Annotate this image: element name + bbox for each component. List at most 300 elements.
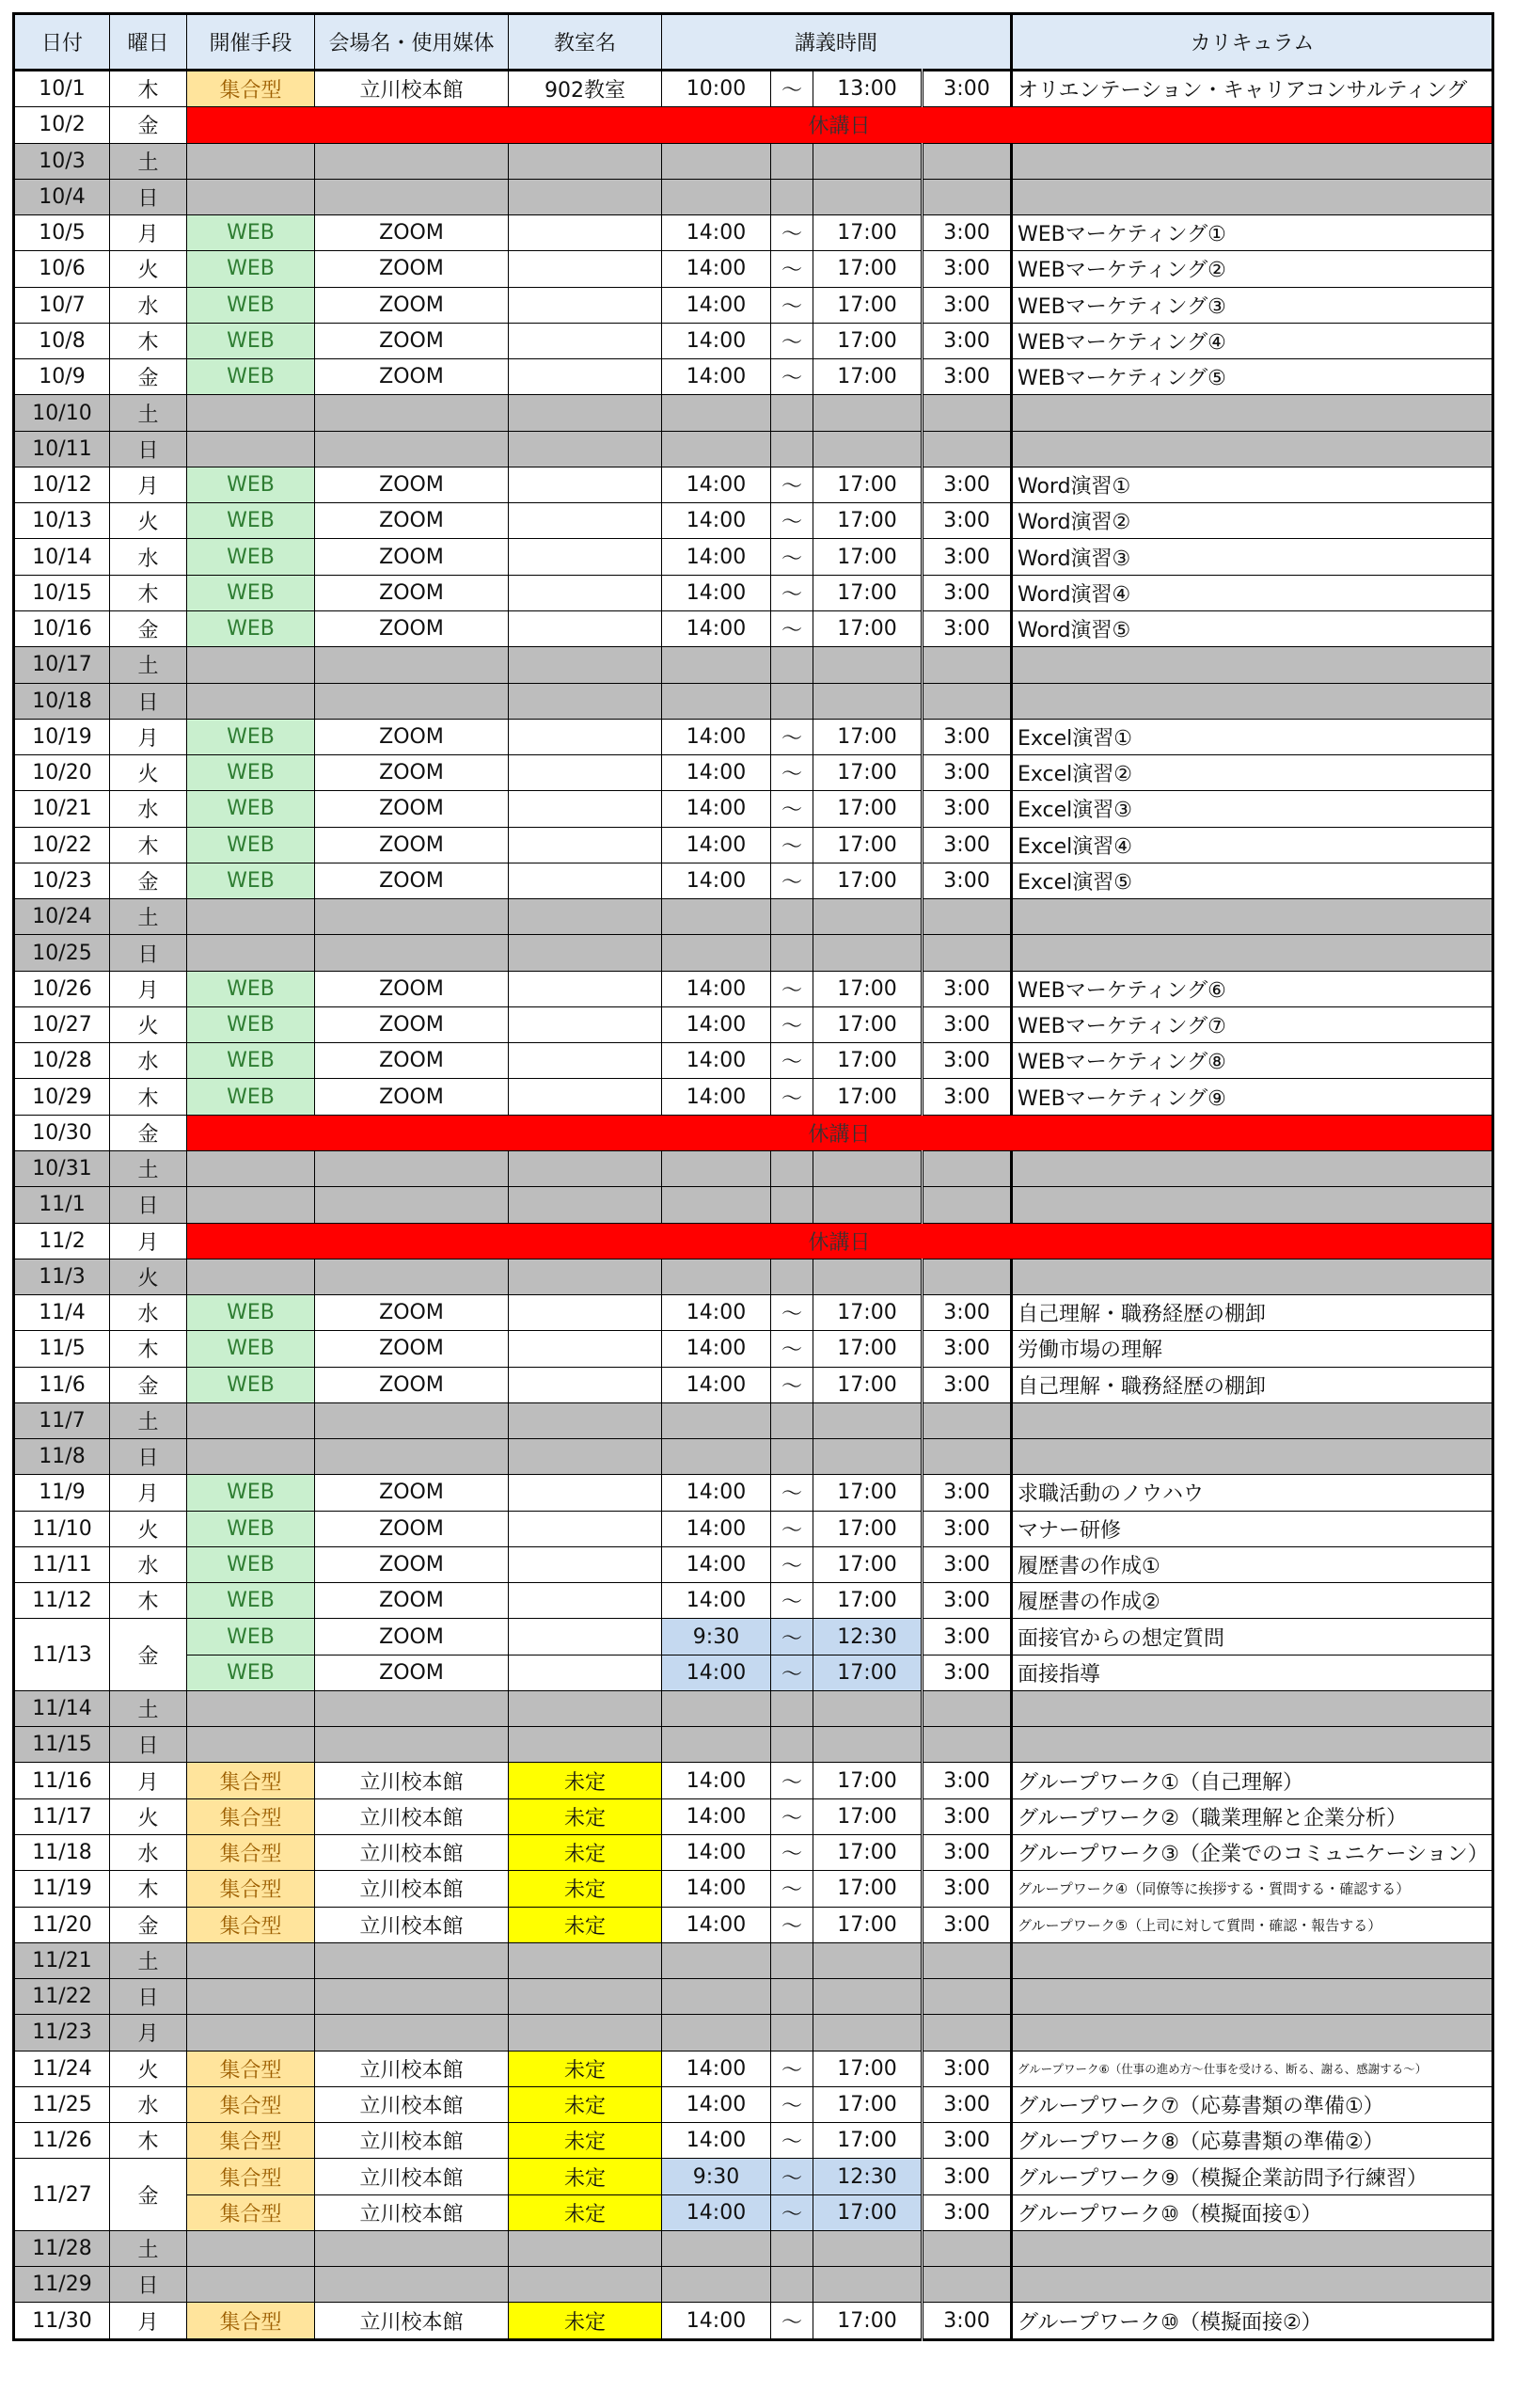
duration-cell: 3:00 [923,2159,1012,2194]
time-start-cell: 14:00 [662,323,771,358]
curriculum-cell: Excel演習④ [1012,827,1493,863]
time-start-cell [662,1690,771,1726]
date-cell: 10/21 [14,791,110,827]
time-end-cell: 17:00 [813,1871,923,1907]
curriculum-cell [1012,143,1493,179]
curriculum-cell: Word演習③ [1012,539,1493,575]
time-start-cell [662,1439,771,1475]
header-curriculum: カリキュラム [1012,14,1493,71]
duration-cell: 3:00 [923,2303,1012,2339]
date-cell: 11/29 [14,2267,110,2303]
room-cell [509,971,662,1006]
date-cell: 11/18 [14,1835,110,1871]
time-end-cell: 17:00 [813,359,923,395]
table-row [14,323,1493,358]
method-cell: WEB [187,863,315,898]
method-cell: 集合型 [187,71,315,107]
time-start-cell: 14:00 [662,1583,771,1619]
curriculum-cell [1012,1150,1493,1186]
day-of-week-cell: 土 [110,1690,187,1726]
time-start-cell [662,1187,771,1223]
day-of-week-cell: 日 [110,1727,187,1763]
venue-cell: ZOOM [315,755,509,791]
time-end-cell: 17:00 [813,1907,923,1942]
date-cell: 11/28 [14,2230,110,2266]
duration-cell [923,1259,1012,1294]
time-separator: ～ [771,287,813,323]
time-start-cell: 14:00 [662,287,771,323]
duration-cell [923,431,1012,467]
table-row [14,143,1493,179]
time-start-cell: 14:00 [662,719,771,754]
time-end-cell [813,2267,923,2303]
date-cell: 11/5 [14,1331,110,1367]
duration-cell: 3:00 [923,323,1012,358]
time-separator: ～ [771,827,813,863]
date-cell: 11/26 [14,2123,110,2159]
venue-cell [315,935,509,971]
method-cell: WEB [187,827,315,863]
time-separator: ～ [771,971,813,1006]
table-row [14,1150,1493,1186]
time-separator: ～ [771,1475,813,1511]
day-of-week-cell: 日 [110,179,187,214]
day-of-week-cell: 土 [110,1942,187,1978]
venue-cell: 立川校本館 [315,1835,509,1871]
venue-cell: 立川校本館 [315,1871,509,1907]
room-cell [509,719,662,754]
time-separator: ～ [771,791,813,827]
day-of-week-cell: 月 [110,719,187,754]
curriculum-cell: WEBマーケティング③ [1012,287,1493,323]
curriculum-cell [1012,1439,1493,1475]
curriculum-cell: Word演習⑤ [1012,610,1493,646]
method-cell [187,683,315,719]
table-row [14,575,1493,610]
room-cell [509,1511,662,1546]
curriculum-cell: WEBマーケティング⑥ [1012,971,1493,1006]
duration-cell: 3:00 [923,755,1012,791]
room-cell: 未定 [509,2051,662,2086]
table-row [14,1223,1493,1259]
duration-cell: 3:00 [923,1619,1012,1655]
time-end-cell: 17:00 [813,2086,923,2122]
method-cell: WEB [187,539,315,575]
day-of-week-cell: 日 [110,1187,187,1223]
day-of-week-cell: 月 [110,971,187,1006]
time-separator [771,431,813,467]
curriculum-cell: Word演習④ [1012,575,1493,610]
room-cell [509,1295,662,1331]
time-start-cell: 14:00 [662,1043,771,1079]
header-room: 教室名 [509,14,662,71]
time-separator: ～ [771,1043,813,1079]
time-end-cell [813,1259,923,1294]
curriculum-cell: Excel演習③ [1012,791,1493,827]
venue-cell [315,431,509,467]
date-cell: 11/17 [14,1798,110,1834]
time-separator: ～ [771,1546,813,1582]
time-end-cell: 17:00 [813,2303,923,2339]
duration-cell: 3:00 [923,1043,1012,1079]
table-row [14,2123,1493,2159]
time-separator: ～ [771,575,813,610]
venue-cell: 立川校本館 [315,2123,509,2159]
time-start-cell: 14:00 [662,1763,771,1798]
date-cell: 11/19 [14,1871,110,1907]
table-row [14,647,1493,683]
time-start-cell: 14:00 [662,1546,771,1582]
room-cell [509,1619,662,1655]
time-end-cell: 17:00 [813,287,923,323]
method-cell [187,1187,315,1223]
time-end-cell: 12:30 [813,2159,923,2194]
day-of-week-cell: 月 [110,215,187,251]
holiday-banner: 休講日 [187,107,1493,143]
room-cell [509,610,662,646]
date-cell: 10/12 [14,467,110,502]
method-cell: WEB [187,251,315,287]
method-cell: 集合型 [187,1798,315,1834]
day-of-week-cell: 木 [110,575,187,610]
schedule-table [12,12,1494,2341]
day-of-week-cell: 土 [110,1150,187,1186]
time-separator: ～ [771,359,813,395]
room-cell [509,1546,662,1582]
method-cell [187,1259,315,1294]
room-cell [509,179,662,214]
time-separator: ～ [771,1367,813,1402]
venue-cell: ZOOM [315,1619,509,1655]
curriculum-cell: 面接指導 [1012,1655,1493,1690]
time-end-cell: 17:00 [813,1835,923,1871]
curriculum-cell [1012,2015,1493,2051]
time-separator: ～ [771,1295,813,1331]
method-cell [187,647,315,683]
curriculum-cell: 面接官からの想定質問 [1012,1619,1493,1655]
time-start-cell: 14:00 [662,755,771,791]
time-end-cell: 17:00 [813,1331,923,1367]
room-cell [509,251,662,287]
time-start-cell: 14:00 [662,863,771,898]
time-end-cell: 17:00 [813,791,923,827]
duration-cell [923,143,1012,179]
date-cell: 10/22 [14,827,110,863]
table-row [14,1475,1493,1511]
time-start-cell: 14:00 [662,575,771,610]
time-separator [771,1439,813,1475]
date-cell: 10/30 [14,1115,110,1150]
day-of-week-cell: 日 [110,431,187,467]
venue-cell: ZOOM [315,1583,509,1619]
date-cell: 10/9 [14,359,110,395]
table-row [14,683,1493,719]
date-cell: 11/4 [14,1295,110,1331]
table-row [14,899,1493,935]
time-start-cell: 14:00 [662,1079,771,1115]
room-cell [509,467,662,502]
time-end-cell [813,935,923,971]
day-of-week-cell: 金 [110,610,187,646]
duration-cell: 3:00 [923,791,1012,827]
time-separator [771,1150,813,1186]
day-of-week-cell: 日 [110,1439,187,1475]
duration-cell: 3:00 [923,2194,1012,2230]
venue-cell: ZOOM [315,215,509,251]
method-cell: WEB [187,215,315,251]
venue-cell [315,395,509,431]
day-of-week-cell: 日 [110,683,187,719]
table-row [14,1259,1493,1294]
time-end-cell: 17:00 [813,827,923,863]
date-cell: 10/15 [14,575,110,610]
venue-cell [315,1187,509,1223]
venue-cell [315,2015,509,2051]
duration-cell: 3:00 [923,719,1012,754]
venue-cell: ZOOM [315,1079,509,1115]
time-end-cell: 17:00 [813,719,923,754]
day-of-week-cell: 金 [110,1907,187,1942]
time-start-cell: 14:00 [662,2194,771,2230]
table-row [14,1006,1493,1042]
day-of-week-cell: 木 [110,827,187,863]
day-of-week-cell: 火 [110,755,187,791]
time-start-cell: 14:00 [662,1835,771,1871]
day-of-week-cell: 土 [110,647,187,683]
method-cell: WEB [187,1546,315,1582]
venue-cell: 立川校本館 [315,2051,509,2086]
duration-cell [923,899,1012,935]
day-of-week-cell: 水 [110,791,187,827]
curriculum-cell [1012,431,1493,467]
room-cell [509,431,662,467]
curriculum-cell: オリエンテーション・キャリアコンサルティング [1012,71,1493,107]
time-separator [771,1979,813,2015]
room-cell: 未定 [509,2194,662,2230]
duration-cell: 3:00 [923,827,1012,863]
day-of-week-cell: 木 [110,1871,187,1907]
curriculum-cell: 労働市場の理解 [1012,1331,1493,1367]
day-of-week-cell: 金 [110,1619,187,1691]
duration-cell [923,1402,1012,1438]
day-of-week-cell: 火 [110,1259,187,1294]
method-cell: WEB [187,755,315,791]
date-cell: 11/7 [14,1402,110,1438]
curriculum-cell: Excel演習① [1012,719,1493,754]
method-cell: WEB [187,359,315,395]
day-of-week-cell: 水 [110,2086,187,2122]
room-cell: 未定 [509,1907,662,1942]
time-start-cell [662,1942,771,1978]
time-start-cell: 10:00 [662,71,771,107]
table-row [14,1367,1493,1402]
time-start-cell [662,683,771,719]
method-cell [187,1150,315,1186]
day-of-week-cell: 木 [110,323,187,358]
curriculum-cell: WEBマーケティング④ [1012,323,1493,358]
time-end-cell [813,1942,923,1978]
time-separator: ～ [771,863,813,898]
table-row [14,863,1493,898]
day-of-week-cell: 木 [110,1331,187,1367]
table-row [14,1871,1493,1907]
time-end-cell: 17:00 [813,1546,923,1582]
method-cell [187,2015,315,2051]
date-cell: 10/28 [14,1043,110,1079]
time-separator: ～ [771,1655,813,1690]
duration-cell [923,1979,1012,2015]
duration-cell: 3:00 [923,1798,1012,1834]
day-of-week-cell: 月 [110,2015,187,2051]
method-cell [187,2230,315,2266]
venue-cell: ZOOM [315,287,509,323]
date-cell: 11/16 [14,1763,110,1798]
room-cell: 未定 [509,2303,662,2339]
method-cell: WEB [187,1583,315,1619]
venue-cell [315,1150,509,1186]
room-cell [509,1690,662,1726]
time-end-cell: 13:00 [813,71,923,107]
method-cell: WEB [187,1043,315,1079]
time-separator: ～ [771,323,813,358]
day-of-week-cell: 日 [110,935,187,971]
table-header [14,14,1493,71]
table-row [14,2015,1493,2051]
table-row [14,215,1493,251]
date-cell: 11/1 [14,1187,110,1223]
room-cell [509,1006,662,1042]
method-cell [187,179,315,214]
room-cell [509,2015,662,2051]
time-separator [771,935,813,971]
venue-cell: 立川校本館 [315,1907,509,1942]
room-cell [509,143,662,179]
time-end-cell: 17:00 [813,971,923,1006]
holiday-banner: 休講日 [187,1115,1493,1150]
duration-cell [923,1727,1012,1763]
duration-cell [923,1187,1012,1223]
method-cell: 集合型 [187,2159,315,2194]
table-row [14,287,1493,323]
time-end-cell: 17:00 [813,1655,923,1690]
room-cell [509,1475,662,1511]
time-end-cell [813,647,923,683]
room-cell [509,1583,662,1619]
time-start-cell: 9:30 [662,1619,771,1655]
time-separator [771,647,813,683]
table-row [14,719,1493,754]
date-cell: 10/8 [14,323,110,358]
date-cell: 10/2 [14,107,110,143]
time-separator: ～ [771,2123,813,2159]
method-cell: WEB [187,323,315,358]
time-end-cell: 17:00 [813,215,923,251]
duration-cell: 3:00 [923,1907,1012,1942]
table-row [14,2267,1493,2303]
duration-cell: 3:00 [923,467,1012,502]
time-separator: ～ [771,215,813,251]
method-cell: WEB [187,287,315,323]
time-start-cell [662,1979,771,2015]
room-cell: 未定 [509,2086,662,2122]
day-of-week-cell: 月 [110,467,187,502]
room-cell: 未定 [509,1798,662,1834]
duration-cell: 3:00 [923,1871,1012,1907]
curriculum-cell: グループワーク①（自己理解） [1012,1763,1493,1798]
date-cell: 11/21 [14,1942,110,1978]
date-cell: 10/6 [14,251,110,287]
day-of-week-cell: 土 [110,395,187,431]
table-row [14,2230,1493,2266]
time-separator [771,179,813,214]
time-start-cell: 14:00 [662,1655,771,1690]
curriculum-cell [1012,1942,1493,1978]
curriculum-cell [1012,1402,1493,1438]
venue-cell: ZOOM [315,467,509,502]
venue-cell: 立川校本館 [315,2159,509,2194]
day-of-week-cell: 火 [110,503,187,539]
room-cell [509,359,662,395]
time-end-cell: 17:00 [813,2051,923,2086]
time-start-cell: 14:00 [662,2086,771,2122]
time-separator: ～ [771,1331,813,1367]
venue-cell [315,1979,509,2015]
curriculum-cell [1012,2267,1493,2303]
method-cell [187,899,315,935]
table-row [14,1798,1493,1834]
day-of-week-cell: 金 [110,863,187,898]
venue-cell: ZOOM [315,503,509,539]
room-cell [509,899,662,935]
time-start-cell: 14:00 [662,503,771,539]
date-cell: 11/13 [14,1619,110,1691]
venue-cell [315,1439,509,1475]
curriculum-cell [1012,1690,1493,1726]
table-row [14,1511,1493,1546]
table-row [14,1295,1493,1331]
time-end-cell [813,1727,923,1763]
table-row [14,935,1493,971]
time-separator: ～ [771,1079,813,1115]
time-separator [771,1259,813,1294]
date-cell: 10/19 [14,719,110,754]
table-row [14,431,1493,467]
time-start-cell: 14:00 [662,1006,771,1042]
curriculum-cell: Word演習① [1012,467,1493,502]
curriculum-cell [1012,1979,1493,2015]
date-cell: 11/2 [14,1223,110,1259]
table-row [14,1187,1493,1223]
duration-cell: 3:00 [923,1655,1012,1690]
curriculum-cell: マナー研修 [1012,1511,1493,1546]
curriculum-cell [1012,1727,1493,1763]
room-cell: 未定 [509,1763,662,1798]
venue-cell [315,2230,509,2266]
time-separator: ～ [771,1763,813,1798]
date-cell: 11/12 [14,1583,110,1619]
venue-cell: ZOOM [315,323,509,358]
time-separator [771,2015,813,2051]
duration-cell [923,1690,1012,1726]
date-cell: 10/18 [14,683,110,719]
table-body [14,71,1493,2340]
time-start-cell: 9:30 [662,2159,771,2194]
table-row [14,1331,1493,1367]
time-end-cell [813,683,923,719]
curriculum-cell: 履歴書の作成① [1012,1546,1493,1582]
time-separator: ～ [771,2051,813,2086]
table-row [14,71,1493,107]
